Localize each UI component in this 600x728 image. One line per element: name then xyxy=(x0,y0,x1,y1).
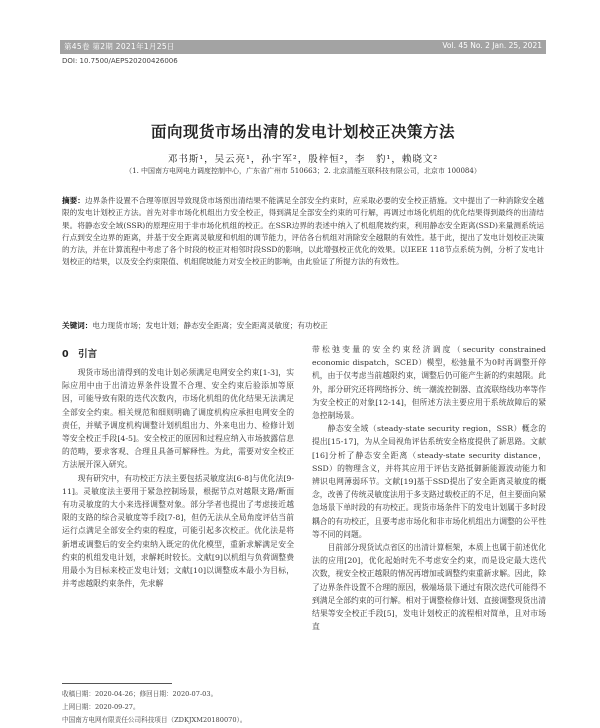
journal-header-band xyxy=(60,40,546,54)
left-column xyxy=(62,366,294,590)
abstract-label: 摘要： xyxy=(62,196,85,205)
body-paragraph: 带松弛变量的安全约束经济调度（security constrained economic dispatch，SCED）模型，松弛量不为0时再调整开停机，由于仅考虑当前越限约束，调整后仍可能产生新的约束越限。此外，部分研究还将网络拆分、统一潮流控制器、直流联络线功率等作为安全校正的对象[12-14]，但所述方法主要应用于系统故障后的紧急控制场景。 xyxy=(312,345,546,421)
authors: 邓书斯¹，吴云亮¹，孙宇军²，殷梓恒²，李 豹¹，赖晓文² xyxy=(167,154,439,165)
paper-title: 面向现货市场出清的发电计划校正决策方法 xyxy=(150,123,455,141)
body-paragraph: 现有研究中，有功校正方法主要包括灵敏度法[6-8]与优化法[9-11]。灵敏度法主要用于紧急控制场景，根据节点对越限支路/断面有功灵敏度的大小来选择调整对象。部分学者也提出了考虑接近越限的支路的综合灵敏度等手段[7-8]，但仍无法从全局角度评估当前运行点满足全部安全约束的程度，可能引起多次校正。优化法是将新增或调整后的安全约束纳入既定的优化模型，重新求解满足安全约束的机组发电计划，求解耗时较长。文献[9]以机组与负荷调整费用最小为目标来校正发电计划；文献[10]以调整成本最小为目标，并考虑越限约束条件，先求解 xyxy=(62,473,294,589)
body-paragraph: 静态安全域（steady-state security region，SSR）概念的提出[15-17]，为从全局视角评估系统安全格度提供了新思路。文献[16]分析了静态安全距离（steady-state security distance，SSD）的物理含义，并将其应用于评估支路抵御新能源波动能力和辨识电网薄弱环节。文献[19]基于SSD提出了安全距离灵敏度的概念，改善了传统灵敏度法用于多支路过载校正的不足，但主要面向紧急场景下单时段的有功校正。现货市场条件下的发电计划属于多时段耦合的有功校正，且要考虑市场化和非市场化机组出力调整的公平性等不同的问题。 xyxy=(312,424,546,539)
abstract-text: 边界条件设置不合理等原因导致现货市场预出清结果不能满足全部安全约束时，应采取必要的安全校正措施。文中提出了一种消除安全越限的发电计划校正方法。首先对非市场化机组出力安全校正，得到满足全部安全约束的可行解，再调过市场化机组的优化结果得到最终的出清结果。将静态安全域(SSR)的原理应用于非市场化机组的校正。在SSR边界的表述中纳入了机组爬坡约束，利用静态安全距离(SSD)来量测系统运行点到安全边界的距离，并基于安全距离灵敏度和机组的调节能力，评估各台机组对消除安全越限的有效性。基于此，提出了发电计划校正决策的方法，并在计算流程中考虑了各个时段的校正对相邻时段SSD的影响，以此增强校正优化的效果。以IEEE 118节点系统为例，分析了发电计划校正的结果，以及安全约束限值、机组爬坡能力对安全校正的影响，由此验证了所提方法的有效性。 xyxy=(62,196,545,267)
footnote-online: 上网日期：2020-09-27。 xyxy=(62,703,140,711)
footnote-divider xyxy=(62,683,172,684)
body-paragraph: 目前部分现货试点省区的出清计算框架，本质上也属于前述优化法的应用[20]，优化起始时先不考虑安全约束，而是设定最大迭代次数，视安全校正越限的情况再增加或调整约束重新求解。因此，除了边界条件设置不合理的原因，极端场景下通过有限次迭代可能得不到满足全部约束的可行解。相对于调整检修计划、直接调整现货出清结果等安全校正手段[5]，发电计划校正的流程相对简单，且对市场直 xyxy=(312,543,546,632)
footnote-fund: 中国南方电网有限责任公司科技项目（ZDKJXM20180070）。 xyxy=(62,716,247,724)
issue-info-chinese: 第45卷 第2期 2021年1月25日 xyxy=(64,42,175,51)
affiliation: （1. 中国南方电网电力调度控制中心，广东省广州市 510663；2. 北京清能互联科技有限公司，北京市 100084） xyxy=(125,167,481,175)
right-column xyxy=(312,343,546,633)
keywords-label: 关键词： xyxy=(62,321,93,330)
abstract xyxy=(62,195,544,269)
issue-info-english: Vol. 45 No. 2 Jan. 25, 2021 xyxy=(442,41,542,50)
keywords-text: 电力现货市场；发电计划；静态安全距离；安全距离灵敏度；有功校正 xyxy=(92,321,328,330)
body-paragraph: 现货市场出清得到的发电计划必须满足电网安全约束[1-3]，实际应用中由于出清边界条件设置不合理、安全约束后验添加等原因，可能导致有限的迭代次数内，市场化机组的优化结果无法满足全部安全约束。相关规范和细则明确了调度机构应承担电网安全的责任，并赋予调度机构调整计划机组出力、外来电出力、检修计划等安全校正手段[4-5]。安全校正的原因和过程应纳入市场披露信息的范畴，要求客观、合理且具备可解释性。为此，需要对安全校正方法展开深入研究。 xyxy=(62,368,294,470)
footnote-received: 收稿日期：2020-04-26；修回日期：2020-07-03。 xyxy=(62,690,218,698)
section-heading: 0 引言 xyxy=(62,349,98,360)
keywords xyxy=(62,320,544,331)
doi: DOI: 10.7500/AEPS20200426006 xyxy=(62,57,178,65)
